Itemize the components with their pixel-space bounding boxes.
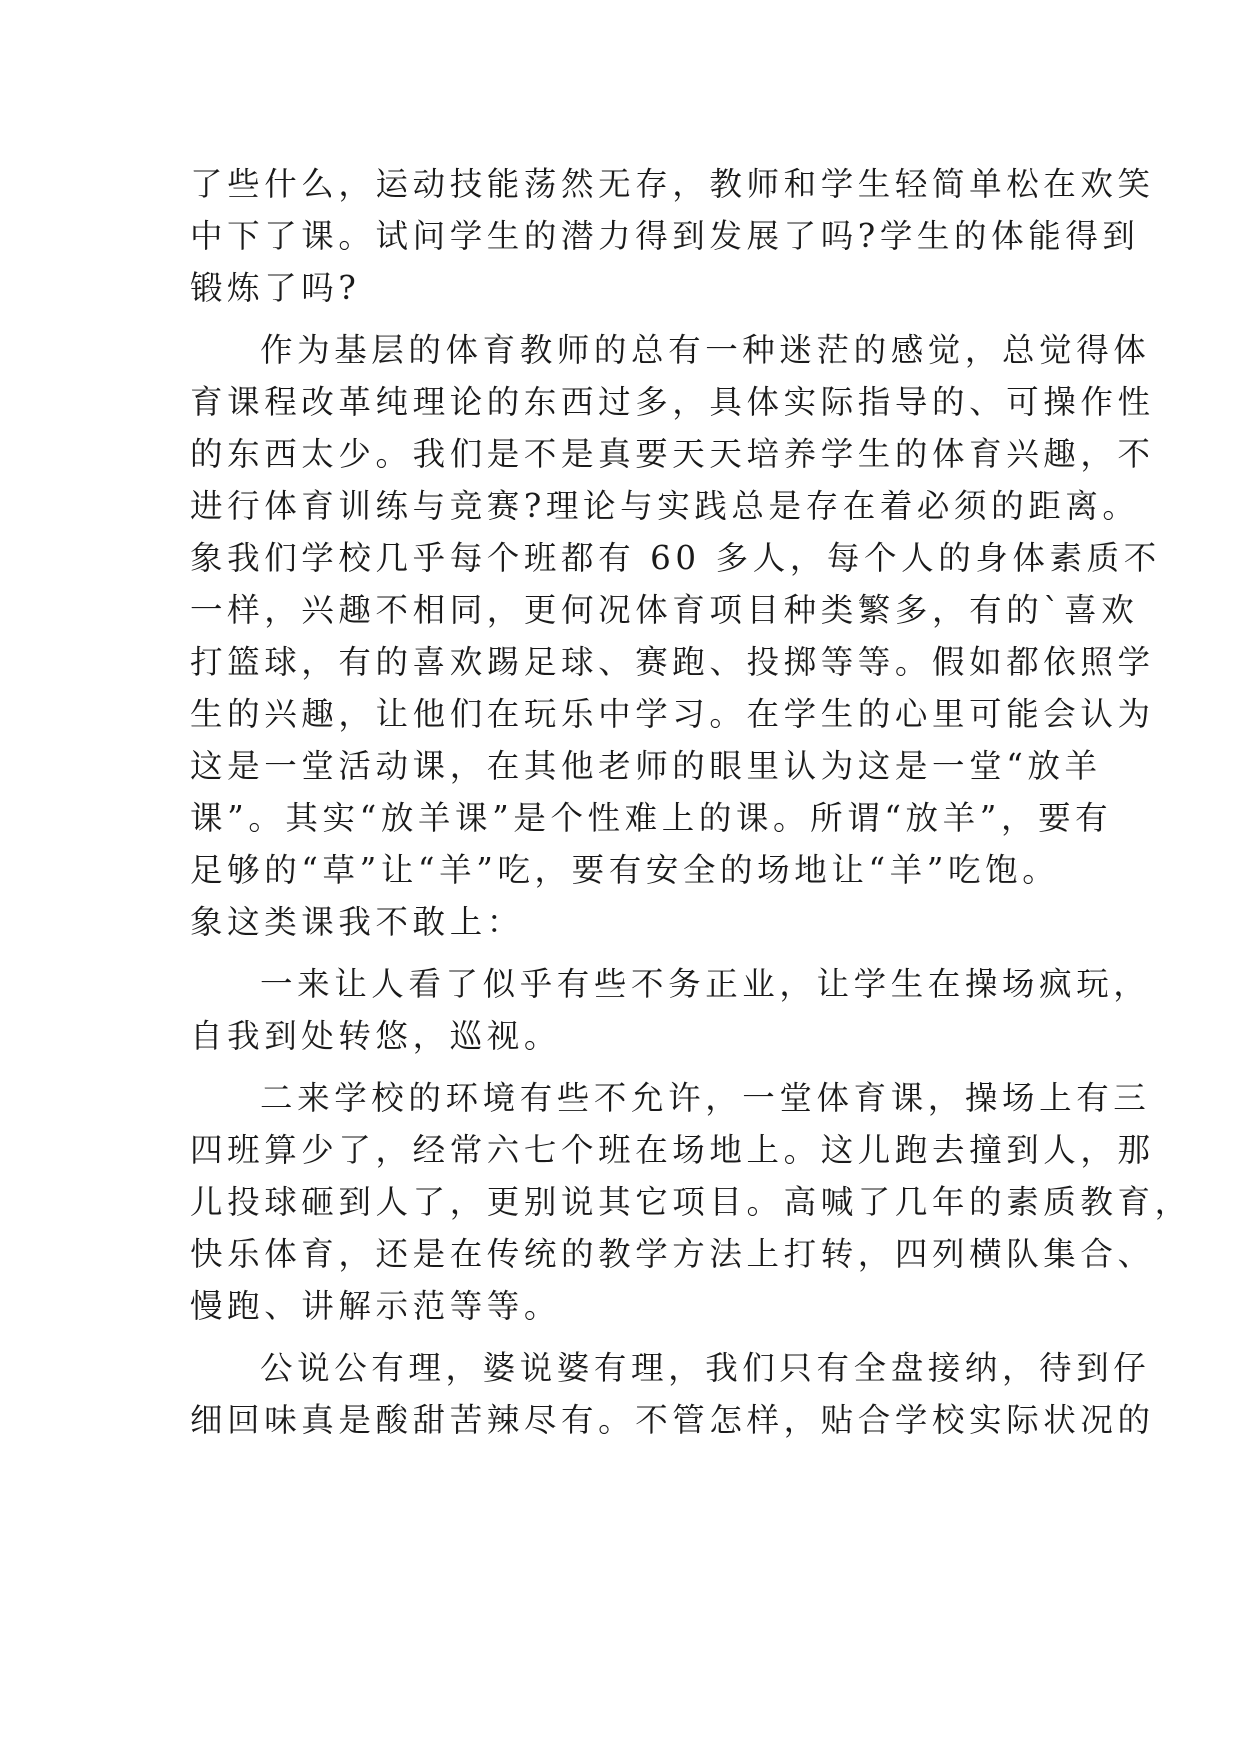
text-line: 打篮球，有的喜欢踢足球、赛跑、投掷等等。假如都依照学 — [190, 643, 1155, 681]
text-line: 这是一堂活动课，在其他老师的眼里认为这是一堂“放羊 — [190, 747, 1102, 785]
text-line: 育课程改革纯理论的东西过多，具体实际指导的、可操作性 — [190, 383, 1155, 421]
text-line: 快乐体育，还是在传统的教学方法上打转，四列横队集合、 — [190, 1235, 1155, 1273]
text-line: 儿投球砸到人了，更别说其它项目。高喊了几年的素质教育， — [190, 1183, 1192, 1221]
paragraph-first-line: 公说公有理，婆说婆有理，我们只有全盘接纳，待到仔 — [260, 1349, 1151, 1387]
text-line: 进行体育训练与竞赛?理论与实践总是存在着必须的距离。 — [190, 487, 1140, 525]
text-line: 足够的“草”让“羊”吃，要有安全的场地让“羊”吃饱。 — [190, 851, 1060, 889]
text-line: 细回味真是酸甜苦辣尽有。不管怎样，贴合学校实际状况的 — [190, 1401, 1155, 1439]
paragraph-first-line: 作为基层的体育教师的总有一种迷茫的感觉，总觉得体 — [260, 331, 1151, 369]
text-line: 四班算少了，经常六七个班在场地上。这儿跑去撞到人，那 — [190, 1131, 1155, 1169]
text-line: 象这类课我不敢上： — [190, 903, 524, 941]
text-line: 生的兴趣，让他们在玩乐中学习。在学生的心里可能会认为 — [190, 695, 1155, 733]
text-line: 自我到处转悠，巡视。 — [190, 1017, 562, 1055]
text-line: 中下了课。试问学生的潜力得到发展了吗?学生的体能得到 — [190, 217, 1140, 255]
paragraph-first-line: 一来让人看了似乎有些不务正业，让学生在操场疯玩， — [260, 965, 1151, 1003]
text-line: 象我们学校几乎每个班都有 60 多人，每个人的身体素质不 — [190, 539, 1161, 577]
text-line: 了些什么，运动技能荡然无存，教师和学生轻简单松在欢笑 — [190, 165, 1155, 203]
text-line: 课”。其实“放羊课”是个性难上的课。所谓“放羊”，要有 — [190, 799, 1113, 837]
body-text — [190, 158, 1192, 1446]
text-line: 的东西太少。我们是不是真要天天培养学生的体育兴趣，不 — [190, 435, 1155, 473]
text-line: 锻炼了吗? — [190, 269, 361, 307]
paragraph-first-line: 二来学校的环境有些不允许，一堂体育课，操场上有三 — [260, 1079, 1151, 1117]
text-line: 一样，兴趣不相同，更何况体育项目种类繁多，有的`喜欢 — [190, 591, 1139, 629]
text-line: 慢跑、讲解示范等等。 — [190, 1287, 562, 1325]
